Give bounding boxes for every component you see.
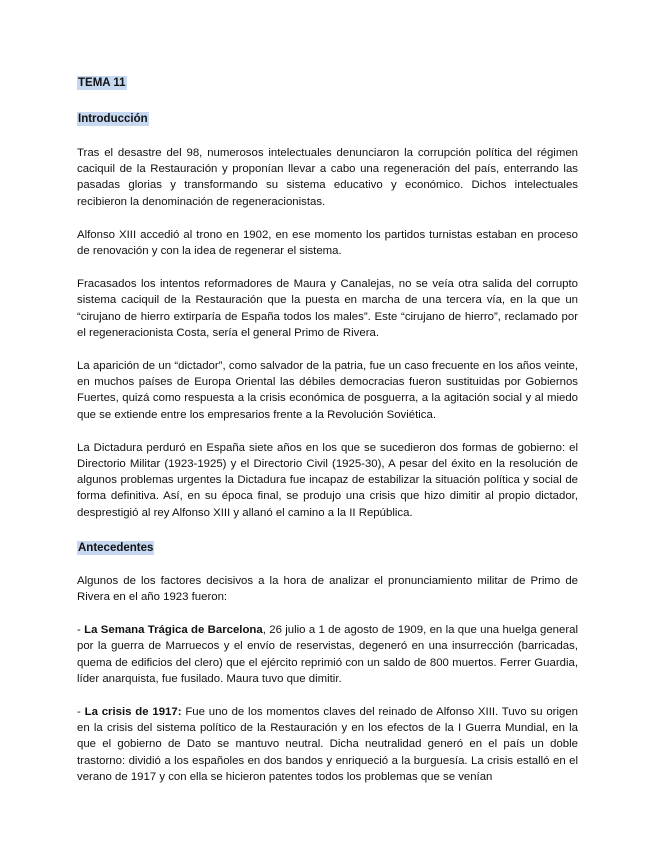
antecedentes-item-2	[77, 704, 578, 785]
antecedentes-heading-wrap	[77, 538, 578, 556]
intro-paragraph-5: La Dictadura perduró en España siete años en los que se sucedieron dos formas de gobierno: el Directorio Militar (1923-1925) y el Directorio Civil (1925-30), A pesar del éxito en la resolución de algunos problemas urgentes la Dictadura fue incapaz de estabilizar la situación política y social de forma definitiva. Así, en su época final, se produjo una crisis que hizo dimitir al propio dictador, desprestigió al rey Alfonso XIII y allanó el camino a la II República.	[77, 441, 578, 519]
title-wrap	[77, 73, 578, 91]
document-title: TEMA 11	[78, 77, 126, 89]
item-text: , 26 julio a 1 de agosto de 1909, en la que una huelga general por la guerra de Marruecos y el envío de reservistas, degeneró en una insurrección (barricadas, quema de edificios del clero) que el ejército reprimió con un saldo de 800 muertos. Ferrer Guardia, líder anarquista, fue fusilado. Maura tuvo que dimitir.	[77, 624, 578, 685]
intro-heading-wrap	[77, 109, 578, 127]
antecedentes-item-1	[77, 622, 578, 687]
intro-heading: Introducción	[78, 113, 148, 125]
intro-paragraph-3: Fracasados los intentos reformadores de Maura y Canalejas, no se veía otra salida del corrupto sistema caciquil de la Restauración que la puesta en marcha de una tercera vía, en la que un “cirujano de hierro extirparía de España todos los males”. Este “cirujano de hierro”, reclamado por el regeneracionista Costa, sería el general Primo de Rivera.	[77, 278, 578, 339]
intro-paragraph-2: Alfonso XIII accedió al trono en 1902, en ese momento los partidos turnistas estaban en proceso de renovación y con la idea de regenerar el sistema.	[77, 228, 578, 258]
intro-paragraph-1: Tras el desastre del 98, numerosos intelectuales denunciaron la corrupción política del régimen caciquil de la Restauración y proponían llevar a cabo una regeneración del país, enterrando las pasadas glorias y transformando su sistema educativo y económico. Dichos intelectuales recibieron la denominación de regeneracionistas.	[77, 147, 578, 208]
antecedentes-lead: Algunos de los factores decisivos a la hora de analizar el pronunciamiento militar de Primo de Rivera en el año 1923 fueron:	[77, 574, 578, 604]
item-prefix: -	[77, 706, 85, 719]
antecedentes-heading: Antecedentes	[78, 541, 154, 554]
item-prefix: -	[77, 624, 85, 637]
item-bold-title: La Semana Trágica de Barcelona	[84, 624, 263, 637]
item-bold-title: La crisis de 1917:	[84, 706, 182, 719]
item-text: Fue uno de los momentos claves del reinado de Alfonso XIII. Tuvo su origen en la crisis del sistema político de la Restauración y en los efectos de la I Guerra Mundial, en la que el gobierno de Dato se mantuvo neutral. Dicha neutralidad generó en el país un doble trastorno: dividió a los españoles en dos bandos y enriqueció a la burguesía. La crisis estalló en el verano de 1917 y con ella se hicieron patentes todos los problemas que se venían	[77, 706, 578, 783]
intro-paragraph-4: La aparición de un “dictador”, como salvador de la patria, fue un caso frecuente en los años veinte, en muchos países de Europa Oriental las débiles democracias fueron sustituidas por Gobiernos Fuertes, quizá como respuesta a la crisis económica de posguerra, a la agitación social y al miedo que se extiende entre los empresarios frente a la Revolución Soviética.	[77, 360, 578, 421]
